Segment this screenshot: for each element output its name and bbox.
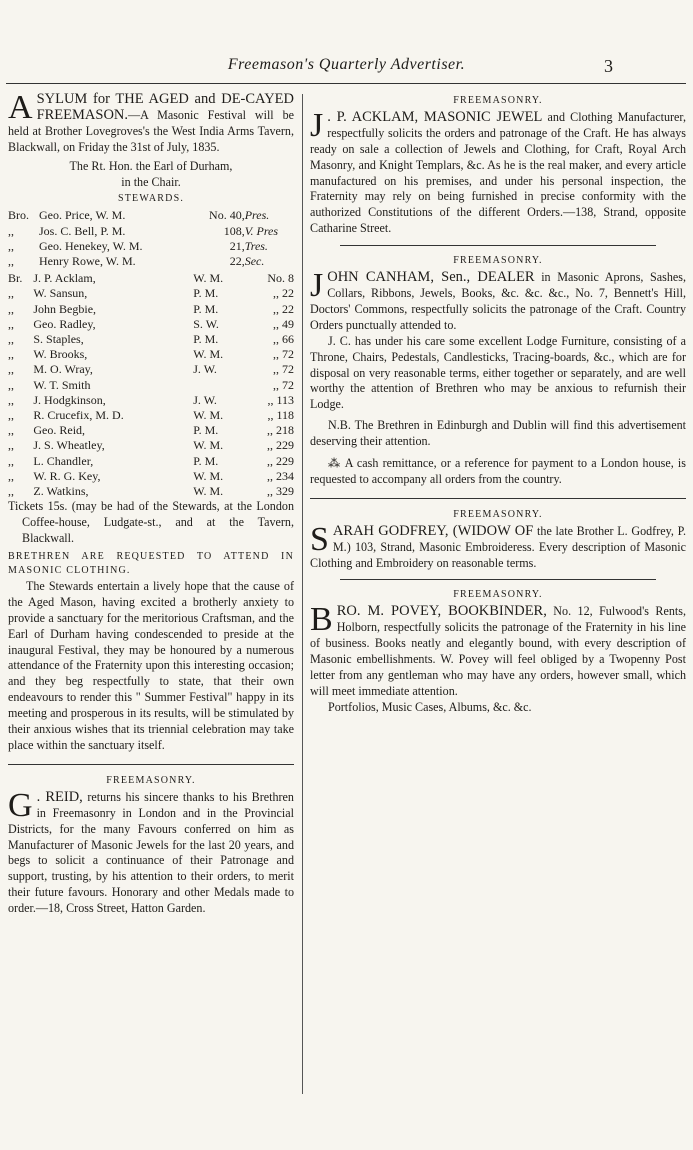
steward-rank: P. M. xyxy=(193,286,219,301)
lodge-number: 22, xyxy=(229,253,245,268)
steward-row xyxy=(8,408,294,423)
povey-lead: RO. M. POVEY, BOOKBINDER, xyxy=(336,603,547,620)
reid-heading: FREEMASONRY. xyxy=(106,774,196,786)
prefix: ,, xyxy=(8,286,14,301)
officer-row xyxy=(8,239,294,254)
lodge-number: ,, 66 xyxy=(273,331,294,346)
drop-cap: J xyxy=(310,106,324,144)
lodge-number: ,, 229 xyxy=(267,453,294,468)
reid-lead: . REID, xyxy=(36,788,83,805)
steward-name: W. R. G. Key, xyxy=(33,468,101,483)
asylum-chair: The Rt. Hon. the Earl of Durham, xyxy=(69,158,233,173)
drop-cap: G xyxy=(8,786,33,824)
steward-rank: J. W. xyxy=(193,392,217,407)
officer-row xyxy=(8,254,294,269)
lodge-number: ,, 49 xyxy=(273,316,294,331)
lodge-number: ,, 118 xyxy=(267,407,294,422)
steward-rank: P. M. xyxy=(193,423,219,438)
prefix: ,, xyxy=(8,377,14,392)
prefix: ,, xyxy=(8,453,14,468)
asylum-body: —A Masonic Festival will be held at Brother Lovegroves's the West India Arms Tavern, Blackwall, on Friday the 31st of July, 1835. xyxy=(8,107,294,154)
steward-name: Geo. Reid, xyxy=(33,423,86,438)
officer-row xyxy=(8,208,294,223)
lodge-number: ,, 113 xyxy=(267,392,294,407)
prefix: ,, xyxy=(8,392,14,407)
steward-row xyxy=(8,469,294,484)
lodge-number: ,, 22 xyxy=(273,286,294,301)
steward-row xyxy=(8,332,294,347)
prefix: ,, xyxy=(8,223,14,238)
drop-cap: S xyxy=(310,520,329,558)
asylum-advertisement xyxy=(8,89,294,754)
prefix: ,, xyxy=(8,301,14,316)
prefix: ,, xyxy=(8,253,14,268)
prefix: ,, xyxy=(8,438,14,453)
lodge-number: ,, 72 xyxy=(273,377,294,392)
steward-rank: W. M. xyxy=(193,438,224,453)
asylum-closing: The Stewards entertain a lively hope that the cause of the Aged Mason, having excited a brotherly anxiety to provide a sanctuary for the meritorious Craftsman, and the Earl of Durham having condescended to preside at the inaugural Festival, they may be honoured by a numerous attendance of the Fraternity upon this interesting occasion; and they beg respectfully to state, that their own endeavours to render this " Summer Festival" happy in its meeting and prosperous in its results, will be stimulated by their anxious wishes that its triennial celebration may take place within the sanctuary itself. xyxy=(8,578,294,752)
steward-rank: J. W. xyxy=(193,362,217,377)
canham-lead: OHN CANHAM, Sen., DEALER xyxy=(327,269,535,286)
right-column xyxy=(310,92,686,716)
steward-name: J. Hodgkinson, xyxy=(33,392,106,407)
steward-row xyxy=(8,378,294,393)
drop-cap: B xyxy=(310,601,333,639)
povey-advertisement xyxy=(310,587,686,715)
povey-portfolios: Portfolios, Music Cases, Albums, &c. &c. xyxy=(328,699,532,714)
godfrey-body: the late Brother L. Godfrey, P. M.) 103, Strand, Masonic Embroideress. Every description of Masonic Clothing and Embroidery on reasonable terms. xyxy=(310,523,686,570)
canham-nb: N.B. The Brethren in Edinburgh and Dublin will find this advertisement deserving their attention. xyxy=(310,418,686,449)
steward-row xyxy=(8,438,294,453)
steward-name: J. S. Wheatley, xyxy=(33,438,105,453)
steward-rank: W. M. xyxy=(193,347,224,362)
lodge-number: 108, xyxy=(223,223,245,238)
officer-name: Jos. C. Bell, P. M. xyxy=(39,223,126,238)
reid-advertisement xyxy=(8,773,294,917)
prefix: Bro. xyxy=(8,208,29,223)
steward-rank: P. M. xyxy=(193,301,219,316)
prefix: ,, xyxy=(8,423,14,438)
officer-name: Geo. Price, W. M. xyxy=(39,208,126,223)
steward-row xyxy=(8,317,294,332)
steward-rank: W. M. xyxy=(193,484,224,498)
steward-name: Z. Watkins, xyxy=(33,484,89,498)
lodge-number: ,, 72 xyxy=(273,362,294,377)
steward-rank: W. M. xyxy=(193,271,224,286)
steward-rank: P. M. xyxy=(193,331,219,346)
prefix: ,, xyxy=(8,407,14,422)
steward-name: S. Staples, xyxy=(33,331,84,346)
stewards-heading: STEWARDS. xyxy=(117,193,185,205)
acklam-body: and Clothing Manufacturer, respectfully solicits the orders and patronage of the Craft. He has always ready on sale a collection of Jewels and Clothing, for Craft, Royal Arch Masonry, and Knight Templars, &c. As he is the real maker, and every article manufactured on his premises, and under his personal inspection, the Fraternity may rely on being furnished in precise conformity with the authorized Constitutions of the different Orders.—138, Strand, opposite Catharine Street. xyxy=(310,109,686,236)
steward-rank: P. M. xyxy=(193,453,219,468)
godfrey-heading: FREEMASONRY. xyxy=(453,508,543,520)
header-rule xyxy=(6,83,686,84)
steward-rank: W. M. xyxy=(193,468,224,483)
steward-name: R. Crucefix, M. D. xyxy=(33,407,124,422)
officers-table xyxy=(8,208,294,269)
acklam-lead: . P. ACKLAM, MASONIC JEWEL xyxy=(327,108,543,125)
steward-name: L. Chandler, xyxy=(33,453,94,468)
asylum-chair-2: in the Chair. xyxy=(121,174,181,189)
godfrey-lead: ARAH GODFREY, (WIDOW OF xyxy=(332,522,534,539)
lodge-number: ,, 218 xyxy=(267,423,294,438)
lodge-number: 21, xyxy=(229,238,245,253)
lodge-number: No. 8 xyxy=(267,271,294,286)
running-title: Freemason's Quarterly Advertiser. xyxy=(227,56,466,73)
steward-name: J. P. Acklam, xyxy=(33,271,96,286)
steward-name: John Begbie, xyxy=(33,301,97,316)
officer-name: Geo. Henekey, W. M. xyxy=(39,238,143,253)
officer-role: Pres. xyxy=(244,208,270,223)
steward-name: W. T. Smith xyxy=(33,377,91,392)
clothing-request: BRETHREN ARE REQUESTED TO ATTEND IN MASONIC CLOTHING. xyxy=(8,550,294,576)
acklam-heading: FREEMASONRY. xyxy=(453,95,543,106)
officer-role: V. Pres xyxy=(244,223,279,238)
canham-advertisement xyxy=(310,253,686,488)
prefix: ,, xyxy=(8,331,14,346)
steward-row xyxy=(8,302,294,317)
steward-row xyxy=(8,347,294,362)
prefix: ,, xyxy=(8,347,14,362)
steward-row xyxy=(8,286,294,301)
steward-name: M. O. Wray, xyxy=(33,362,93,377)
reid-body: returns his sincere thanks to his Brethren in Freemasonry in London and in the Provincial Districts, for the many Favours conferred on him as Manufacturer of Masonic Jewels for the last 20 years, and begs to solicit a continuance of their Patronage and support, trusting, by his attention to their orders, to merit their future favours. Honorary and other Medals made to order.—18, Cross Street, Hatton Garden. xyxy=(8,789,294,916)
officer-name: Henry Rowe, W. M. xyxy=(39,253,136,268)
steward-name: W. Brooks, xyxy=(33,347,88,362)
steward-rank xyxy=(193,378,246,393)
steward-row xyxy=(8,362,294,377)
section-rule xyxy=(310,498,686,499)
stewards-table xyxy=(8,271,294,499)
godfrey-advertisement xyxy=(310,507,686,572)
page-number: 3 xyxy=(604,56,613,76)
section-rule xyxy=(8,764,294,765)
prefix: Br. xyxy=(8,271,23,286)
povey-heading: FREEMASONRY. xyxy=(453,589,543,601)
lodge-number: ,, 329 xyxy=(267,484,294,498)
prefix: ,, xyxy=(8,362,14,377)
drop-cap: J xyxy=(310,267,324,305)
officer-row xyxy=(8,224,294,239)
steward-rank: W. M. xyxy=(193,407,224,422)
steward-row xyxy=(8,271,294,286)
lodge-number: ,, 234 xyxy=(267,468,294,483)
prefix: ,, xyxy=(8,316,14,331)
officer-role: Tres. xyxy=(244,238,268,253)
steward-row xyxy=(8,484,294,499)
povey-body: No. 12, Fulwood's Rents, Holborn, respectfully solicits the patronage of the Fraternity in his line of business. Books neatly and elegantly bound, with every description of Masonic embellishments. W. Povey will feel obliged by a Twopenny Post letter from any gentleman who may have any orders, however small, which will meet immediate attention. xyxy=(310,604,686,698)
prefix: ,, xyxy=(8,238,14,253)
steward-row xyxy=(8,454,294,469)
officer-role: Sec. xyxy=(244,253,265,268)
canham-body: in Masonic Aprons, Sashes, Collars, Ribbons, Jewels, Books, &c. &c. &c., No. 7, Bennett's Hill, Doctors' Commons, respectfully solicits the patronage of the Craft. Country Orders punctually attended to. xyxy=(310,270,686,332)
canham-remittance: ⁂ A cash remittance, or a reference for payment to a London house, is requested to accompany all orders from the country. xyxy=(310,456,686,486)
prefix: ,, xyxy=(8,484,14,498)
lodge-number: ,, 72 xyxy=(273,347,294,362)
steward-row xyxy=(8,423,294,438)
lodge-number: No. 40, xyxy=(209,208,245,223)
acklam-advertisement xyxy=(310,93,686,237)
prefix: ,, xyxy=(8,468,14,483)
column-divider xyxy=(302,94,303,1094)
section-rule xyxy=(340,579,656,580)
steward-name: W. Sansun, xyxy=(33,286,88,301)
page-header xyxy=(0,56,693,78)
left-column xyxy=(8,89,294,917)
section-rule xyxy=(340,245,656,246)
steward-rank: S. W. xyxy=(193,316,219,331)
steward-name: Geo. Radley, xyxy=(33,316,96,331)
lodge-number: ,, 229 xyxy=(267,438,294,453)
canham-furniture: J. C. has under his care some excellent Lodge Furniture, consisting of a Throne, Chairs, Pedestals, Candlesticks, Tracing-boards, &c., which are for disposal on very reasonable terms, either together or separately, and are well worthy the attention of Brethren who may be anxious to refurnish their Lodge. xyxy=(310,333,686,412)
asylum-lead: SYLUM for THE AGED and DE-CAYED FREEMASON. xyxy=(36,91,294,123)
lodge-number: ,, 22 xyxy=(273,301,294,316)
drop-cap: A xyxy=(8,89,33,126)
canham-heading: FREEMASONRY. xyxy=(453,255,543,267)
tickets-text: Tickets 15s. (may be had of the Stewards, at the London Coffee-house, Ludgate-st., and at the Tavern, Blackwall. xyxy=(8,499,294,546)
steward-row xyxy=(8,393,294,408)
